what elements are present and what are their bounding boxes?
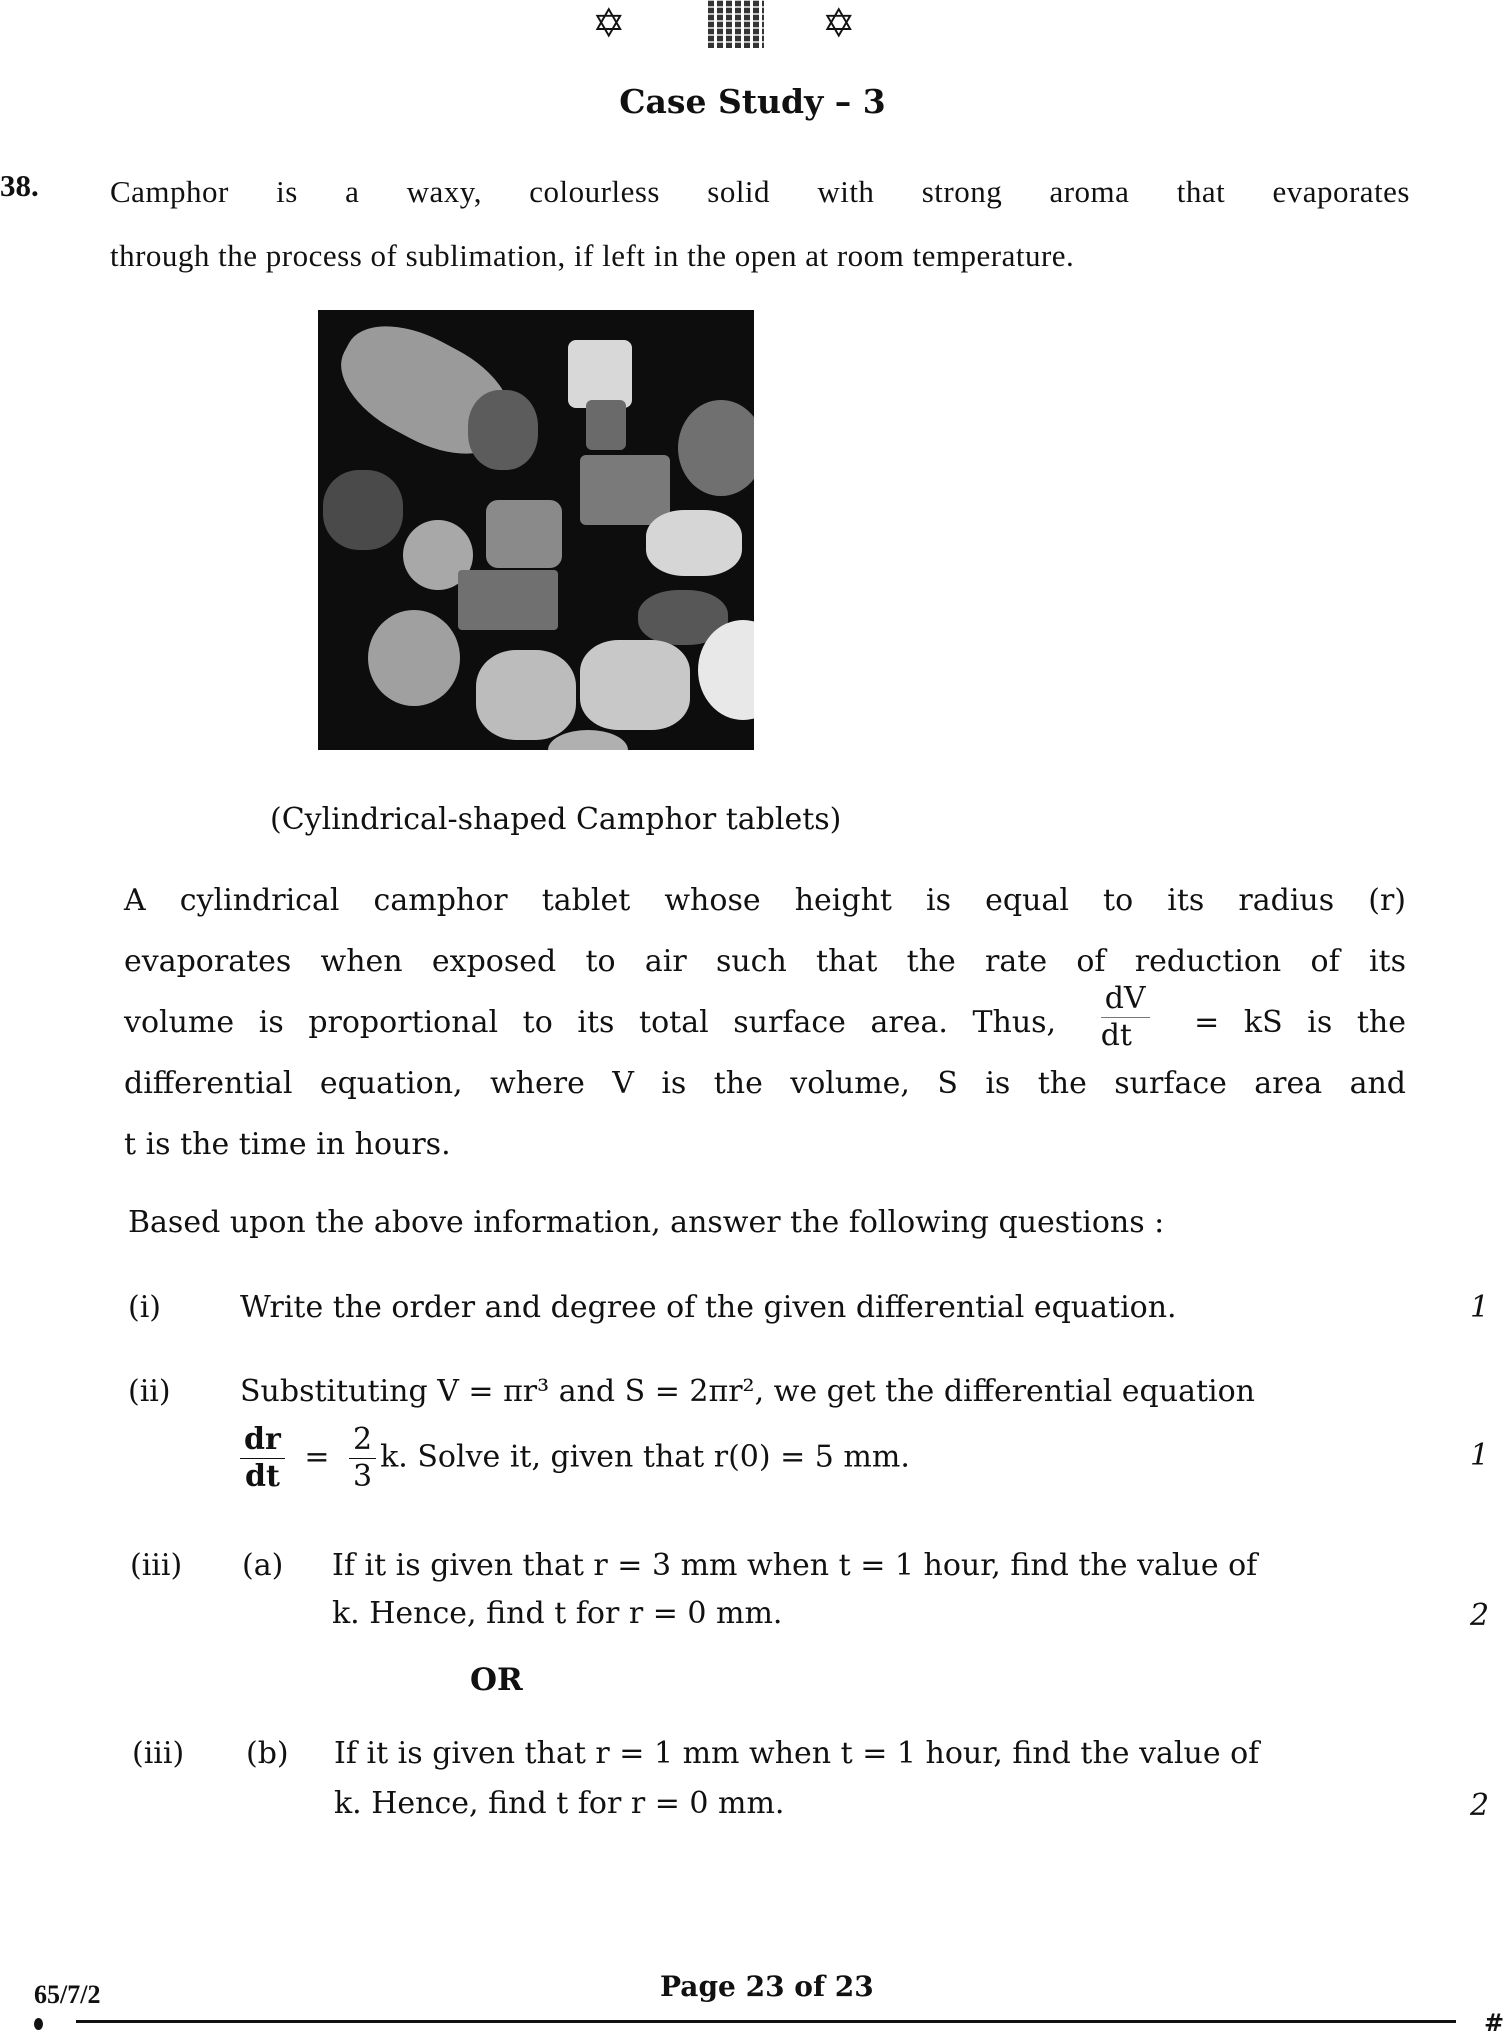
part-iii-b: (iii) (b) If it is given that r = 1 mm when t = 1 hour, find the value of k. Hence, find t for r = 0 mm. 2 [132,1736,1490,1823]
para-line-5: t is the time in hours. [124,1127,451,1162]
lead-in: Based upon the above information, answer the following questions : [128,1205,1165,1240]
question-number: 38. [0,168,39,203]
para-line-4: differential equation, where V is the volume, S is the surface area and [124,1066,1406,1101]
para-line-3-pre: volume is proportional to its total surface area. Thus, [124,1005,1057,1040]
paper-code: 65/7/2 [34,1980,101,2009]
hash-mark: # [1484,2008,1505,2037]
star-of-david-icon: ✡ [592,1,626,47]
part-ii: (ii) Substituting V = πr³ and S = 2πr², we get the differential equation $\frac{dr}{dt}$ = $\frac{2}{3}$ k. Solve it, given that r(0) = 5 mm. 1 [128,1374,1490,1494]
qr-code-icon [708,0,764,48]
para-line-2: evaporates when exposed to air such that the rate of reduction of its [124,944,1406,979]
section-title: Case Study – 3 [619,82,886,121]
marks: 2 [1470,1788,1490,1823]
star-of-david-icon: ✡ [822,1,856,47]
marks: 2 [1470,1598,1490,1633]
para-line-3 [124,980,1406,1053]
or-separator: OR [470,1662,523,1698]
marks: 1 [1470,1290,1490,1325]
page-number: Page 23 of 23 [660,1970,874,2003]
bullet-mark [34,2018,43,2030]
dv-dt-fraction: $\frac{dV}{dt}$ [1101,981,1150,1054]
marks: 1 [1470,1438,1490,1473]
intro-line-2: through the process of sublimation, if left in the open at room temperature. [110,238,1075,273]
part-iii-a: (iii) (a) If it is given that r = 3 mm when t = 1 hour, find the value of k. Hence, find t for r = 0 mm. 2 [130,1548,1490,1633]
top-marks [0,0,1505,50]
image-caption: (Cylindrical-shaped Camphor tablets) [270,802,842,837]
camphor-tablets-photo [318,310,754,750]
case-description [124,870,1406,1175]
para-line-1: A cylindrical camphor tablet whose height is equal to its radius (r) [124,883,1406,918]
intro-line-1: Camphor is a waxy, colourless solid with strong aroma that evaporates [110,174,1410,209]
question-intro [110,160,1410,288]
dr-dt-equation: $\frac{dr}{dt}$ = $\frac{2}{3}$ k. Solve it, given that r(0) = 5 mm. [240,1422,910,1495]
footer-rule [76,2020,1456,2023]
para-line-3-post: = kS is the [1194,1005,1406,1040]
